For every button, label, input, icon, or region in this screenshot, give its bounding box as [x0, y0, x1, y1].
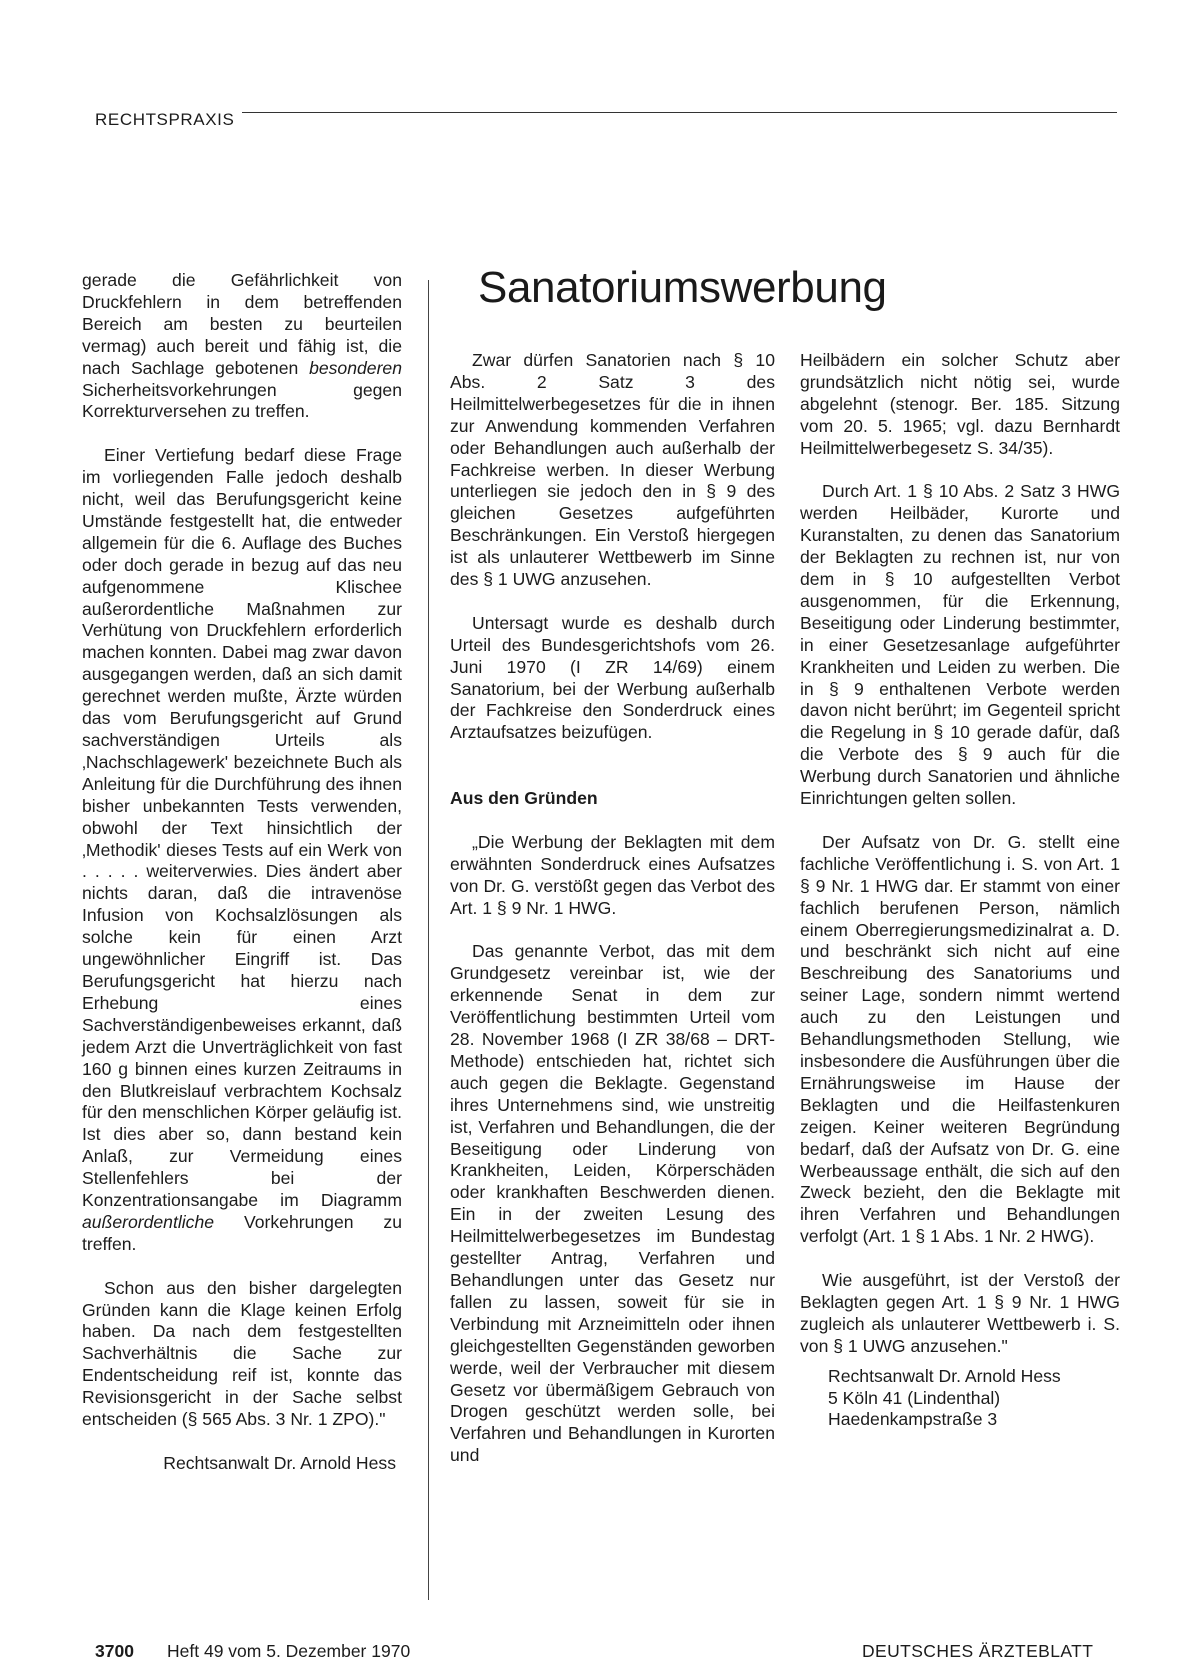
continuation-paragraph: Heilbädern ein solcher Schutz aber grundsätzlich nicht nötig sei, wurde abgelehnt (stenogr. Ber. 185. Sitzung vom 20. 5. 1965; vgl. dazu Bernhardt Heilmittelwerbegesetz S. 34/35). [800, 350, 1120, 458]
signature-city: 5 Köln 41 (Lindenthal) [828, 1387, 1001, 1408]
column-divider [428, 280, 429, 1600]
column-left [82, 270, 402, 1475]
emphasis: besonderen [309, 357, 402, 378]
reason-paragraph-2: Das genannte Verbot, das mit dem Grundgesetz vereinbar ist, wie der erkennende Senat in dem zur Veröffentlichung bestimmten Urteil vom 28. November 1968 (I ZR 38/68 – DRT-Methode) entschieden hat, richtet sich auch gegen die Beklagte. Gegenstand ihres Unternehmens sind, wie unstreitig ist, Verfahren und Behandlungen, die der Beseitigung oder Linderung von Krankheiten, Leiden, Körperschäden oder krankhaften Beschwerden dienen. Ein in der zweiten Lesung des Heilmittelwerbegesetzes im Bundestag gestellter Antrag, Verfahren und Behandlungen unter das Gesetz nur fallen zu lassen, soweit für sie in Verbindung mit Arzneimitteln oder ihnen gleichgestellten Gegenständen geworben werde, weil der Verbraucher mit diesem Gesetz vor übermäßigem Gebrauch von Drogen geschützt werden solle, bei Verfahren und Behandlungen in Kurorten und [450, 941, 775, 1466]
paragraph-1: gerade die Gefährlichkeit von Druckfehlern in dem betreffenden Bereich am besten zu beurteilen vermag) auch bereit und fähig ist, die nach Sachlage gebotenen besonderen Sicherheitsvorkehrungen gegen Korrekturversehen zu treffen. [82, 270, 402, 422]
signature: Rechtsanwalt Dr. Arnold Hess [163, 1452, 396, 1473]
intro-paragraph-1: Zwar dürfen Sanatorien nach § 10 Abs. 2 Satz 3 des Heilmittelwerbegesetzes für die in ihnen zur Anwendung kommenden Verfahren oder Behandlungen auch außerhalb der Fachkreise werben. In dieser Werbung unterliegen sie jedoch den in § 9 des gleichen Gesetzes aufgeführten Beschränkungen. Ein Verstoß hiergegen ist als unlauterer Wettbewerb im Sinne des § 1 UWG anzusehen. [450, 350, 775, 590]
paragraph-3: Der Aufsatz von Dr. G. stellt eine fachliche Veröffentlichung i. S. von Art. 1 § 9 Nr. 1 HWG dar. Er stammt von einer fachlich berufenen Person, nämlich einem Oberregierungsmedizinalrat a. D. und beschränkt sich nicht auf eine Beschreibung des Sanatoriums und seiner Lage, sondern nimmt wertend auch zu den Leistungen und Behandlungsmethoden Stellung, wie insbesondere die Ausführungen über die Ernährungsweise im Hause der Beklagten und die Heilfastenkuren zeigen. Keiner weiteren Begründung bedarf, daß der Aufsatz von Dr. G. eine Werbeaussage enthält, die sich auf den Zweck bezieht, den die Beklagte mit ihren Verfahren und Behandlungen verfolgt (Art. 1 § 1 Abs. 1 Nr. 2 HWG). [800, 831, 1120, 1247]
header-rule [242, 112, 1117, 113]
signature-block [800, 1366, 1120, 1432]
reason-paragraph-1: „Die Werbung der Beklagten mit dem erwähnten Sonderdruck eines Aufsatzes von Dr. G. verstößt gegen das Verbot des Art. 1 § 9 Nr. 1 HWG. [450, 831, 775, 918]
signature-name: Rechtsanwalt Dr. Arnold Hess [828, 1365, 1061, 1386]
signature-street: Haedenkampstraße 3 [828, 1409, 998, 1430]
intro-paragraph-2: Untersagt wurde es deshalb durch Urteil des Bundesgerichtshofs vom 26. Juni 1970 (I ZR 14/69) einem Sanatorium, bei der Werbung außerhalb der Fachkreise den Sonderdruck eines Arztaufsatzes beizufügen. [450, 612, 775, 743]
emphasis: außerordentliche [82, 1211, 215, 1232]
paragraph-3: Schon aus den bisher dargelegten Gründen kann die Klage keinen Erfolg haben. Da nach dem festgestellten Sachverhältnis die Sache zur Endentscheidung reif ist, konnte das Revisionsgericht in der Sache selbst entscheiden (§ 565 Abs. 3 Nr. 1 ZPO)." [82, 1277, 402, 1430]
column-right [800, 350, 1120, 1431]
journal-name: DEUTSCHES ÄRZTEBLATT [862, 1641, 1094, 1661]
subheading: Aus den Gründen [450, 788, 598, 809]
paragraph-2: Einer Vertiefung bedarf diese Frage im vorliegenden Falle jedoch deshalb nicht, weil das Berufungsgericht keine Umstände festgestellt hat, die entweder allgemein für die 6. Auflage des Buches oder doch gerade in bezug auf das neu aufgenommene Klischee außerordentliche Maßnahmen zur Verhütung von Druckfehlern erforderlich machen konnten. Dabei mag zwar davon ausgegangen werden, daß an sich damit gerechnet werden mußte, Ärzte würden das vom Berufungsgericht auf Grund sachverständigen Urteils als ‚Nachschlagewerk' bezeichnete Buch als Anleitung für die Durchführung des ihnen bisher unbekannten Tests verwenden, obwohl der Text hinsichtlich der ‚Methodik' dieses Tests auf ein Werk von . . . . . weiterverwies. Dies ändert aber nichts daran, daß die intravenöse Infusion von Kochsalzlösungen als solche kein für einen Arzt ungewöhnlicher Eingriff ist. Das Berufungsgericht hat hierzu nach Erhebung eines Sachverständigenbeweises erkannt, daß jedem Arzt die Unverträglichkeit von fast 160 g binnen eines kurzen Zeitraums in den Blutkreislauf verbrachtem Kochsalz für den menschlichen Körper geläufig ist. Ist dies aber so, dann bestand kein Anlaß, zur Vermeidung eines Stellenfehlers bei der Konzentrationsangabe im Diagramm außerordentliche Vorkehrungen zu treffen. [82, 445, 403, 1254]
paragraph-2: Durch Art. 1 § 10 Abs. 2 Satz 3 HWG werden Heilbäder, Kurorte und Kuranstalten, zu denen das Sanatorium der Beklagten zu rechnen ist, nur von dem in § 10 aufgestellten Verbot ausgenommen, für die Erkennung, Beseitigung oder Linderung bestimmter, in einer Gesetzesanlage aufgeführter Krankheiten und Leiden zu werben. Die in § 9 enthaltenen Verbote werden davon nicht berührt; im Gegenteil spricht die Regelung in § 10 gerade dafür, daß die Verbote des § 9 auch für die Werbung durch Sanatorien und ähnliche Einrichtungen gelten sollen. [800, 481, 1120, 809]
paragraph-4: Wie ausgeführt, ist der Verstoß der Beklagten gegen Art. 1 § 9 Nr. 1 HWG zugleich als unlauterer Wettbewerb i. S. von § 1 UWG anzusehen." [800, 1270, 1120, 1356]
article-title: Sanatoriumswerbung [478, 263, 887, 312]
page-number: 3700 [95, 1641, 134, 1661]
section-label: RECHTSPRAXIS [95, 110, 235, 129]
issue-info: Heft 49 vom 5. Dezember 1970 [167, 1641, 411, 1661]
column-middle [450, 350, 775, 1467]
